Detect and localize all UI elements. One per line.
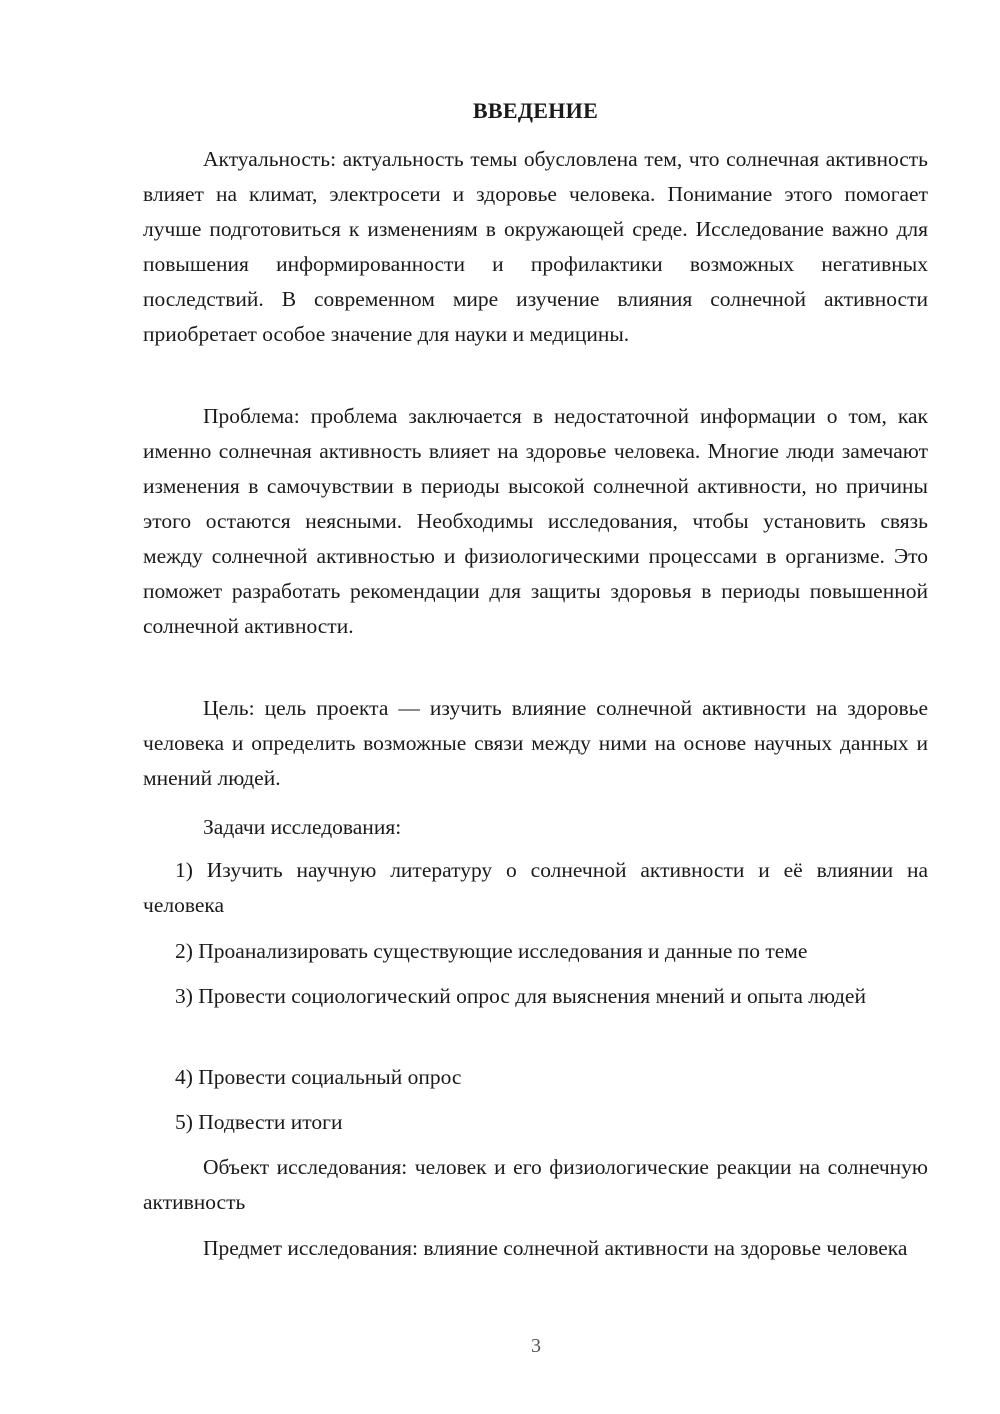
task-item-4: 4) Провести социальный опрос (175, 1065, 462, 1089)
task-item-3: 3) Провести социологический опрос для выяснения мнений и опыта людей (175, 984, 866, 1008)
problem-paragraph: Проблема: проблема заключается в недостаточной информации о том, как именно солнечная активность влияет на здоровье человека. Многие люди замечают изменения в самочувствии в периоды высокой солнечной активности, но причины этого остаются неясными. Необходимы исследования, чтобы установить связь между солнечной активностью и физиологическими процессами в организме. Это поможет разработать рекомендации для защиты здоровья в периоды повышенной солнечной активности. (143, 404, 928, 638)
relevance-paragraph: Актуальность: актуальность темы обусловлена тем, что солнечная активность влияет на климат, электросети и здоровье человека. Понимание этого помогает лучше подготовиться к изменениям в окружающей среде. Исследование важно для повышения информированности и профилактики возможных негативных последствий. В современном мире изучение влияния солнечной активности приобретает особое значение для науки и медицины. (143, 147, 928, 346)
task-item-2: 2) Проанализировать существующие исследования и данные по теме (175, 939, 808, 963)
object-paragraph: Объект исследования: человек и его физиологические реакции на солнечную активность (143, 1155, 928, 1214)
tasks-heading: Задачи исследования: (203, 815, 402, 839)
page-number: 3 (531, 1335, 541, 1357)
subject-paragraph: Предмет исследования: влияние солнечной активности на здоровье человека (203, 1236, 908, 1260)
goal-paragraph: Цель: цель проекта — изучить влияние солнечной активности на здоровье человека и определить возможные связи между ними на основе научных данных и мнений людей. (143, 696, 928, 790)
section-heading: ВВЕДЕНИЕ (472, 98, 599, 123)
task-item-1: 1) Изучить научную литературу о солнечной активности и её влиянии на человека (143, 858, 928, 917)
task-item-5: 5) Подвести итоги (175, 1110, 343, 1134)
